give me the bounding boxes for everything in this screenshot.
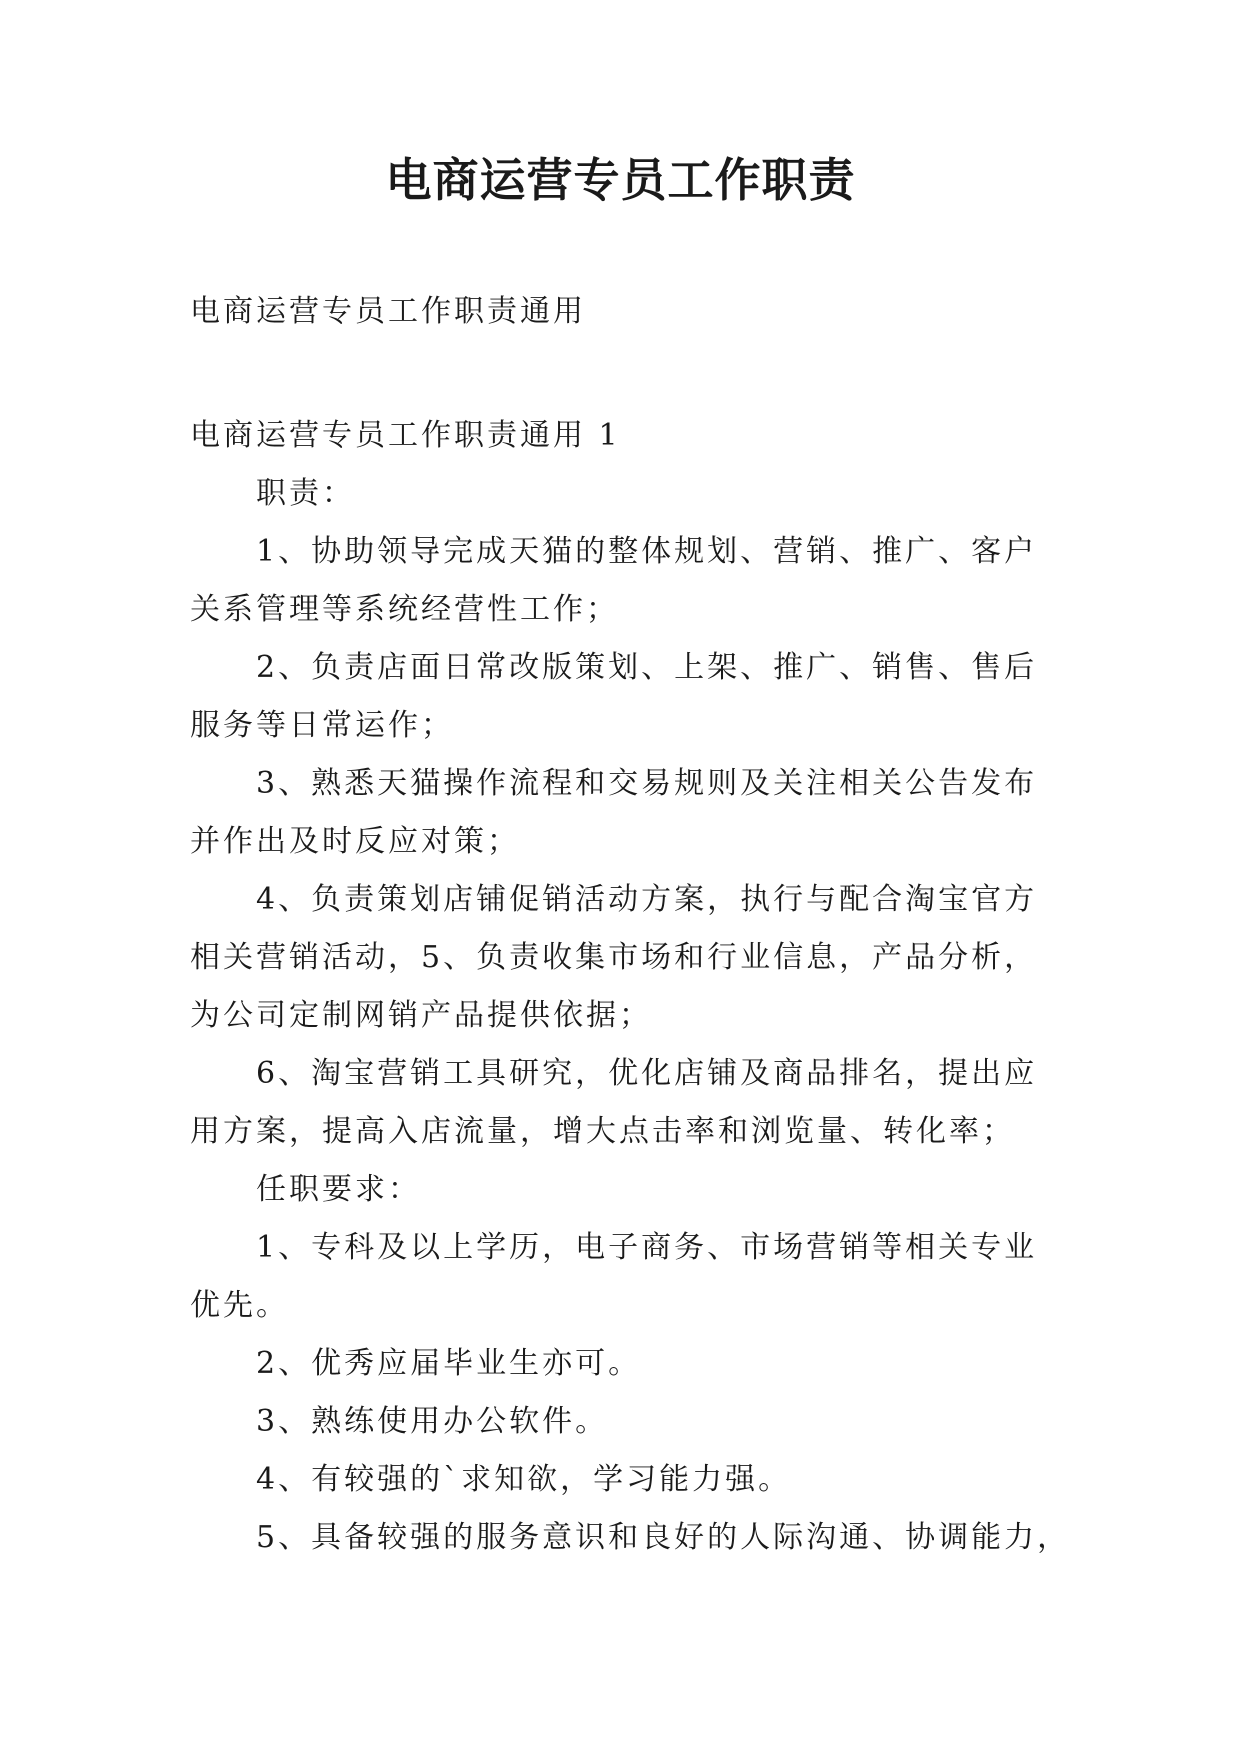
paragraph-line: 3、熟练使用办公软件。: [256, 1404, 609, 1439]
paragraph-line: 5、具备较强的服务意识和良好的人际沟通、协调能力，: [256, 1520, 1071, 1555]
document-subtitle: 电商运营专员工作职责通用: [190, 294, 586, 329]
paragraph-line: 服务等日常运作；: [190, 708, 454, 743]
paragraph-line: 任职要求：: [256, 1172, 421, 1207]
paragraph-line: 优先。: [190, 1288, 289, 1323]
document-title: 电商运营专员工作职责: [385, 153, 856, 207]
paragraph-line: 2、负责店面日常改版策划、上架、推广、销售、售后: [256, 650, 1038, 685]
paragraph-line: 1、协助领导完成天猫的整体规划、营销、推广、客户: [256, 534, 1038, 569]
section-heading: 电商运营专员工作职责通用 1: [190, 418, 621, 453]
paragraph-line: 4、有较强的`求知欲，学习能力强。: [256, 1462, 792, 1497]
paragraph-line: 4、负责策划店铺促销活动方案，执行与配合淘宝官方: [256, 882, 1038, 917]
paragraph-line: 1、专科及以上学历，电子商务、市场营销等相关专业: [256, 1230, 1038, 1265]
paragraph-line: 为公司定制网销产品提供依据；: [190, 998, 652, 1033]
paragraph-line: 6、淘宝营销工具研究，优化店铺及商品排名，提出应: [256, 1056, 1038, 1091]
paragraph-line: 相关营销活动，5、负责收集市场和行业信息，产品分析，: [190, 940, 1038, 975]
paragraph-line: 并作出及时反应对策；: [190, 824, 520, 859]
paragraph-line: 2、优秀应届毕业生亦可。: [256, 1346, 642, 1381]
document-body: [190, 407, 1071, 1567]
paragraph-line: 用方案，提高入店流量，增大点击率和浏览量、转化率；: [190, 1114, 1015, 1149]
paragraph-line: 关系管理等系统经营性工作；: [190, 592, 619, 627]
paragraph-line: 3、熟悉天猫操作流程和交易规则及关注相关公告发布: [256, 766, 1038, 801]
paragraph-line: 职责：: [256, 476, 355, 511]
